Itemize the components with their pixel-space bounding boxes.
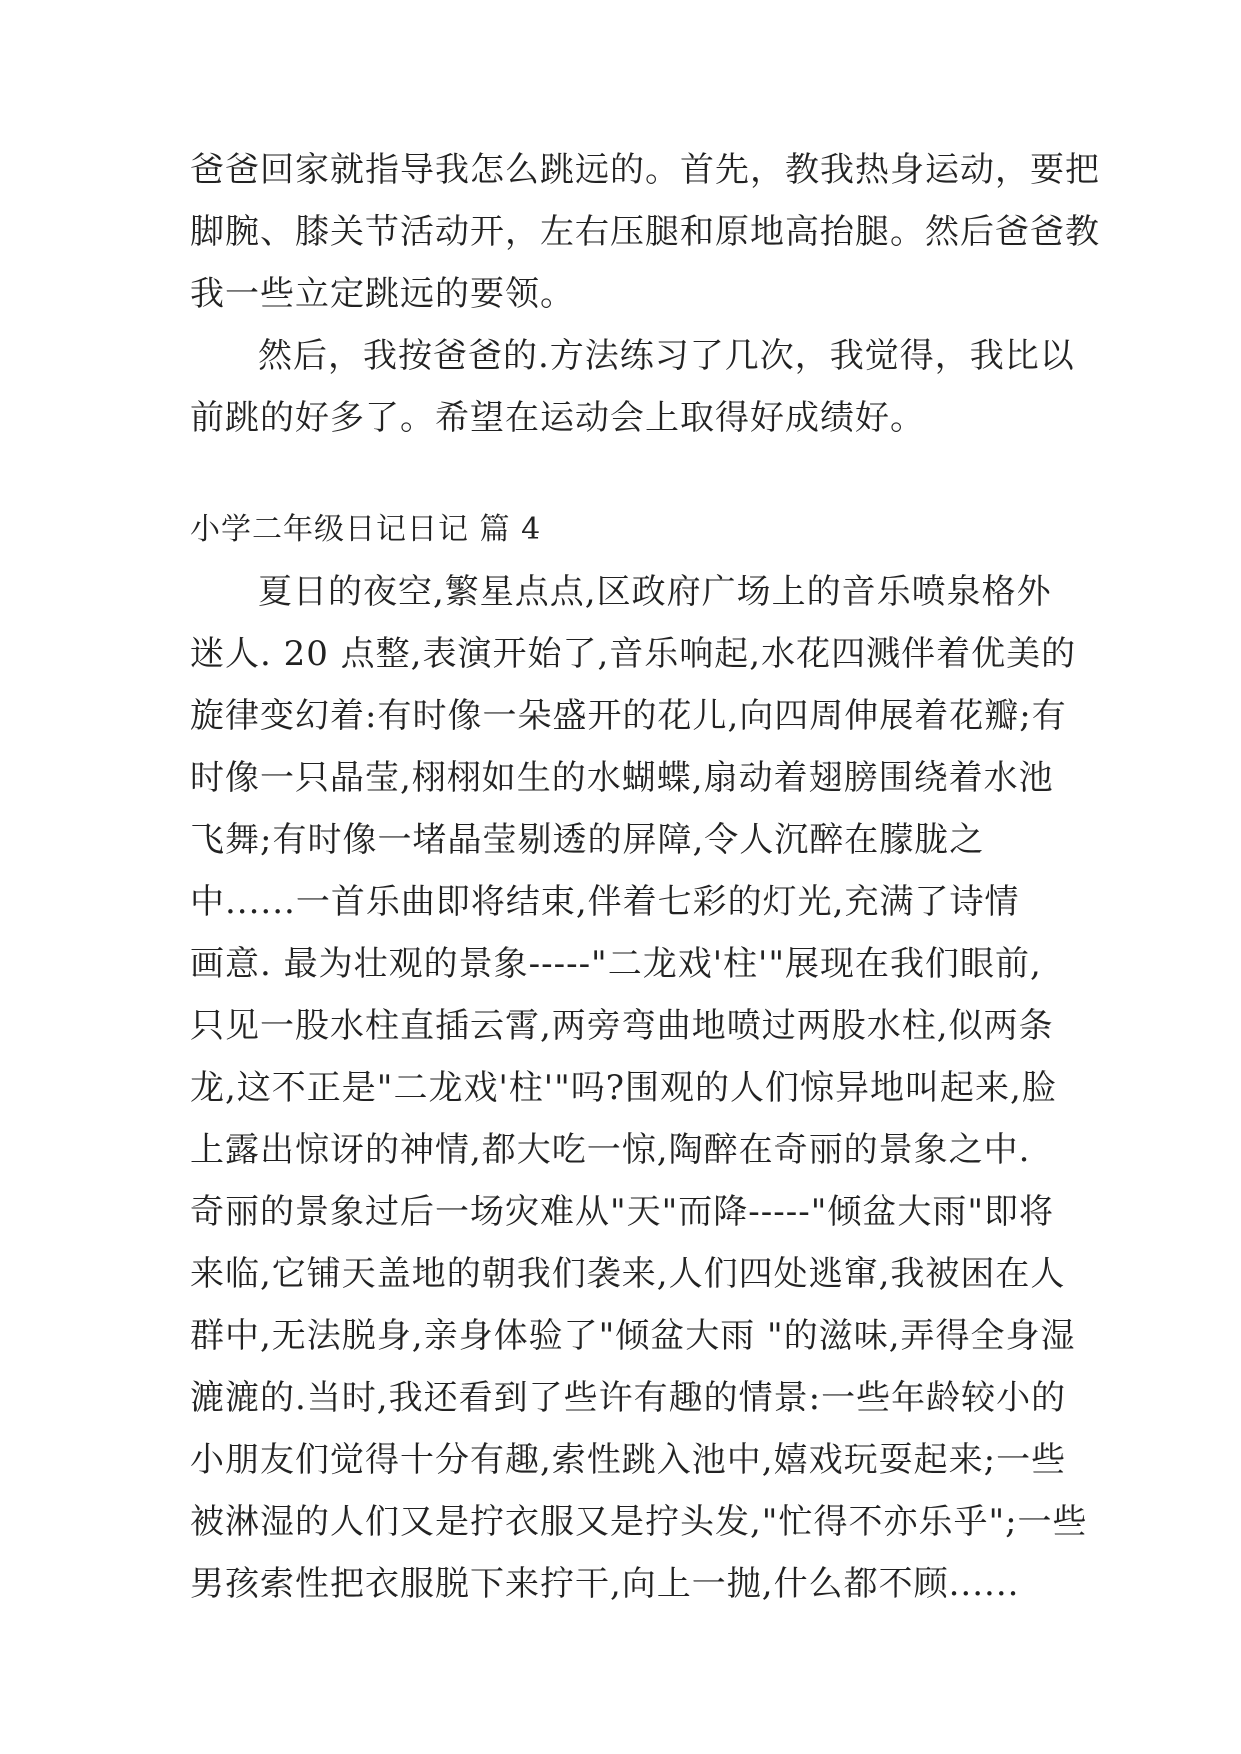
paragraph-line: 只见一股水柱直插云霄,两旁弯曲地喷过两股水柱,似两条	[190, 1006, 1054, 1046]
paragraph-line: 群中,无法脱身,亲身体验了"倾盆大雨 "的滋味,弄得全身湿	[190, 1316, 1076, 1356]
paragraph-line: 上露出惊讶的神情,都大吃一惊,陶醉在奇丽的景象之中.	[190, 1130, 1031, 1170]
paragraph-line: 前跳的好多了。希望在运动会上取得好成绩好。	[190, 398, 925, 438]
paragraph-line: 被淋湿的人们又是拧衣服又是拧头发,"忙得不亦乐乎";一些	[190, 1502, 1088, 1542]
paragraph-line: 我一些立定跳远的要领。	[190, 274, 575, 314]
paragraph-line: 龙,这不正是"二龙戏'柱'"吗?围观的人们惊异地叫起来,脸	[190, 1068, 1057, 1108]
paragraph-line: 中......一首乐曲即将结束,伴着七彩的灯光,充满了诗情	[190, 882, 1020, 922]
paragraph-line: 脚腕、膝关节活动开，左右压腿和原地高抬腿。然后爸爸教	[190, 212, 1100, 252]
section-heading: 小学二年级日记日记 篇 4	[190, 512, 542, 547]
paragraph-line: 画意. 最为壮观的景象-----"二龙戏'柱'"展现在我们眼前,	[190, 944, 1042, 984]
paragraph-line: 男孩索性把衣服脱下来拧干,向上一抛,什么都不顾......	[190, 1564, 1020, 1604]
paragraph-line: 漉漉的.当时,我还看到了些许有趣的情景:一些年龄较小的	[190, 1378, 1067, 1418]
paragraph-line: 来临,它铺天盖地的朝我们袭来,人们四处逃窜,我被困在人	[190, 1254, 1066, 1294]
paragraph-line: 爸爸回家就指导我怎么跳远的。首先，教我热身运动，要把	[190, 150, 1100, 190]
paragraph-line: 迷人. 20 点整,表演开始了,音乐响起,水花四溅伴着优美的	[190, 634, 1077, 674]
paragraph-line: 然后，我按爸爸的.方法练习了几次，我觉得，我比以	[258, 336, 1075, 376]
paragraph-line: 奇丽的景象过后一场灾难从"天"而降-----"倾盆大雨"即将	[190, 1192, 1054, 1232]
paragraph-line: 旋律变幻着:有时像一朵盛开的花儿,向四周伸展着花瓣;有	[190, 696, 1067, 736]
paragraph-line: 飞舞;有时像一堵晶莹剔透的屏障,令人沉醉在朦胧之	[190, 820, 985, 860]
paragraph-line: 时像一只晶莹,栩栩如生的水蝴蝶,扇动着翅膀围绕着水池	[190, 758, 1054, 798]
paragraph-line: 小朋友们觉得十分有趣,索性跳入池中,嬉戏玩耍起来;一些	[190, 1440, 1067, 1480]
paragraph-line: 夏日的夜空,繁星点点,区政府广场上的音乐喷泉格外	[258, 572, 1052, 612]
